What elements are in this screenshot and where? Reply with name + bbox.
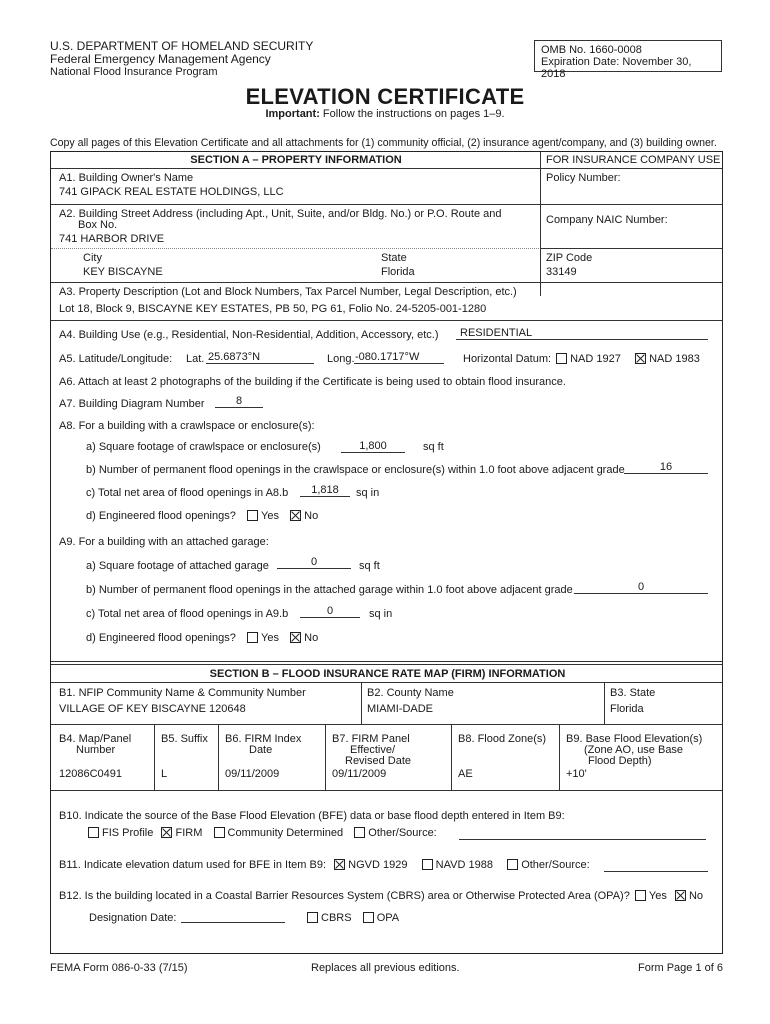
cbrs-checkbox[interactable] [307,912,318,923]
a1-label: A1. Building Owner's Name [59,172,194,184]
b11-other-label: Other/Source: [521,859,590,871]
a8c-label: c) Total net area of flood openings in A8.b [86,487,289,499]
section-divider [51,661,722,662]
section-b-title: SECTION B – FLOOD INSURANCE RATE MAP (FIRM) INFORMATION [209,668,566,680]
b12-no-checkbox[interactable] [675,890,686,901]
b10-label: B10. Indicate the source of the Base Flood Elevation (BFE) data or base flood depth entered in Item B9: [59,810,565,822]
form-title: ELEVATION CERTIFICATE [245,84,525,109]
a8-label: A8. For a building with a crawlspace or enclosure(s): [59,420,315,432]
a9a-garage-footage[interactable]: 0 [277,556,351,569]
designation-options [305,912,399,924]
policy-number-label: Policy Number: [546,172,621,184]
replaces-note: Replaces all previous editions. [311,962,460,974]
b12-row [59,890,703,902]
nad1983-label: NAD 1983 [649,353,700,365]
b12-no-label: No [688,890,704,902]
nad1927-label: NAD 1927 [570,353,621,365]
row-divider [51,320,722,321]
zip-label: ZIP Code [546,252,593,264]
b10-other-source-field[interactable] [459,827,706,840]
b11-other-source-field[interactable] [604,859,708,872]
b11-row [59,859,590,871]
copy-instructions: Copy all pages of this Elevation Certificate and all attachments for (1) community official, (2) insurance agent/company, and (3) building owner. [50,137,717,149]
b8-flood-zone[interactable]: AE [458,768,473,780]
b9-label: B9. Base Flood Elevation(s) [566,733,703,745]
column-divider [325,724,326,790]
a8c-net-area[interactable]: 1,818 [300,484,350,497]
city-label: City [83,252,102,264]
b4-label-cont: Number [76,744,116,756]
b5-suffix[interactable]: L [161,768,168,780]
opa-checkbox[interactable] [363,912,374,923]
b11-label: B11. Indicate elevation datum used for BFE in Item B9: [59,859,326,871]
b7-label: B7. FIRM Panel [332,733,410,745]
program-name: National Flood Insurance Program [50,66,218,78]
agency-subname: Federal Emergency Management Agency [50,52,271,66]
form-number: FEMA Form 086-0-33 (7/15) [50,962,188,974]
b6-label: B6. FIRM Index [225,733,302,745]
column-divider [154,724,155,790]
agency-name: U.S. DEPARTMENT OF HOMELAND SECURITY [50,39,314,53]
important-note [0,108,770,120]
b3-label: B3. State [610,687,656,699]
a9a-unit: sq ft [359,560,380,572]
column-divider [559,724,560,790]
b11-other-checkbox[interactable] [507,859,518,870]
b10-fis-label: FIS Profile [102,827,154,839]
a2-street-address[interactable]: 741 HARBOR DRIVE [59,233,165,245]
b10-community-checkbox[interactable] [214,827,225,838]
b6-firm-index-date[interactable]: 09/11/2009 [225,768,280,780]
important-text: Follow the instructions on pages 1–9. [322,108,505,120]
a1-owner-name[interactable]: 741 GIPACK REAL ESTATE HOLDINGS, LLC [59,186,284,198]
row-divider [51,204,722,205]
designation-date-label: Designation Date: [89,912,177,924]
a8a-unit: sq ft [423,441,444,453]
a8d-label: d) Engineered flood openings? [86,510,236,522]
b10-other-label: Other/Source: [368,827,437,839]
row-divider [51,724,722,725]
b1-label: B1. NFIP Community Name & Community Number [59,687,306,699]
section-a-title: SECTION A – PROPERTY INFORMATION [190,154,402,166]
b7-label-cont2: Revised Date [345,755,412,767]
a2-label: A2. Building Street Address (including Apt., Unit, Suite, and/or Bldg. No.) or P.O. Route and [59,208,502,220]
b11-ngvd-label: NGVD 1929 [348,859,408,871]
a9d-yes-label: Yes [261,632,279,644]
a8b-openings-count[interactable]: 16 [624,461,708,474]
b9-base-flood-elevation[interactable]: +10' [566,768,587,780]
a7-diagram-number[interactable]: 8 [215,395,263,408]
b11-navd-label: NAVD 1988 [435,859,493,871]
a9d-yes-checkbox[interactable] [247,632,258,643]
a3-label: A3. Property Description (Lot and Block Numbers, Tax Parcel Number, Legal Description, etc.) [59,286,517,298]
a5-latitude[interactable]: 25.6873°N [206,351,314,364]
a8b-label: b) Number of permanent flood openings in the crawlspace or enclosure(s) within 1.0 foot above adjacent grade [86,464,625,476]
a5-datum-label [463,353,700,365]
b7-label-cont1: Effective/ [350,744,396,756]
b2-county[interactable]: MIAMI-DADE [367,703,433,715]
b10-community-label: Community Determined [227,827,344,839]
column-divider [218,724,219,790]
b3-state[interactable]: Florida [610,703,644,715]
b12-yes-label: Yes [648,890,667,902]
row-divider [51,790,722,791]
b10-firm-label: FIRM [175,827,203,839]
b12-yes-checkbox[interactable] [635,890,646,901]
section-divider [51,664,722,665]
important-label: Important: [265,108,320,120]
naic-number-label: Company NAIC Number: [546,214,668,226]
page-number: Form Page 1 of 6 [638,962,723,974]
b9-label-cont1: (Zone AO, use Base [584,744,684,756]
state-label: State [381,252,407,264]
b11-navd-checkbox[interactable] [422,859,433,870]
b2-label: B2. County Name [367,687,454,699]
b6-label-cont: Date [249,744,273,756]
designation-date-field[interactable] [181,910,285,923]
b5-label: B5. Suffix [161,733,208,745]
a9d-row [86,632,318,644]
b1-community[interactable]: VILLAGE OF KEY BISCAYNE 120648 [59,703,246,715]
a5-lat-label: Lat. [186,353,205,365]
b8-label: B8. Flood Zone(s) [458,733,547,745]
a8d-no-label: No [304,510,319,522]
b11-ngvd-checkbox[interactable] [334,859,345,870]
b10-fis-checkbox[interactable] [88,827,99,838]
a5-long-label: Long. [327,353,355,365]
b4-label: B4. Map/Panel [59,733,132,745]
a9c-net-area[interactable]: 0 [300,605,360,618]
a5-label: A5. Latitude/Longitude: [59,353,173,365]
b10-options [86,827,437,839]
a9d-no-checkbox[interactable] [290,632,301,643]
a2-label-cont: Box No. [78,219,118,231]
a9d-label: d) Engineered flood openings? [86,632,236,644]
omb-number: OMB No. 1660-0008 [541,44,642,56]
insurance-column-divider [540,152,541,296]
a9c-unit: sq in [369,608,393,620]
form-body [50,151,723,954]
a8a-square-footage[interactable]: 1,800 [341,440,405,453]
a3-property-description[interactable]: Lot 18, Block 9, BISCAYNE KEY ESTATES, PB 50, PG 61, Folio No. 24-5205-001-1280 [59,303,487,315]
cbrs-label: CBRS [321,912,352,924]
a8d-row [86,510,318,522]
column-divider [361,682,362,724]
a5-datum-text: Horizontal Datum: [463,353,552,365]
a5-longitude[interactable]: -080.1717°W [354,351,444,364]
a9a-label: a) Square footage of attached garage [86,560,269,572]
column-divider [604,682,605,724]
expiration-date: Expiration Date: November 30, 2018 [541,56,692,80]
zip-value[interactable]: 33149 [546,266,577,278]
insurance-use-title: FOR INSURANCE COMPANY USE [546,154,721,166]
nad1927-checkbox[interactable] [556,353,567,364]
b10-firm-checkbox[interactable] [161,827,172,838]
city-value[interactable]: KEY BISCAYNE [83,266,163,278]
b4-map-panel[interactable]: 12086C0491 [59,768,123,780]
a8c-unit: sq in [356,487,380,499]
nad1983-checkbox[interactable] [635,353,646,364]
omb-box [534,40,722,80]
a9b-label: b) Number of permanent flood openings in the attached garage within 1.0 foot above adjacent grade [86,584,573,596]
a8d-yes-checkbox[interactable] [247,510,258,521]
row-divider [540,248,722,249]
opa-label: OPA [376,912,400,924]
b12-label: B12. Is the building located in a Coastal Barrier Resources System (CBRS) area or Otherwise Protected Area (OPA)? [59,890,630,902]
b9-label-cont2: Flood Depth) [588,755,652,767]
a9b-openings-count[interactable]: 0 [574,581,708,594]
a7-label: A7. Building Diagram Number [59,398,205,410]
a4-building-use[interactable]: RESIDENTIAL [456,327,708,340]
a9-label: A9. For a building with an attached garage: [59,536,269,548]
row-divider [51,282,722,283]
a9d-no-label: No [304,632,319,644]
row-divider-dotted [51,248,539,249]
state-value[interactable]: Florida [381,266,415,278]
a6-label: A6. Attach at least 2 photographs of the building if the Certificate is being used to obtain flood insurance. [59,376,566,388]
b7-panel-date[interactable]: 09/11/2009 [332,768,387,780]
row-divider [51,682,722,683]
a8d-yes-label: Yes [261,510,279,522]
a9c-label: c) Total net area of flood openings in A9.b [86,608,289,620]
row-divider [51,168,722,169]
a8a-label: a) Square footage of crawlspace or enclosure(s) [86,441,321,453]
b10-other-checkbox[interactable] [354,827,365,838]
a4-label: A4. Building Use (e.g., Residential, Non-Residential, Addition, Accessory, etc.) [59,329,439,341]
a8d-no-checkbox[interactable] [290,510,301,521]
column-divider [451,724,452,790]
